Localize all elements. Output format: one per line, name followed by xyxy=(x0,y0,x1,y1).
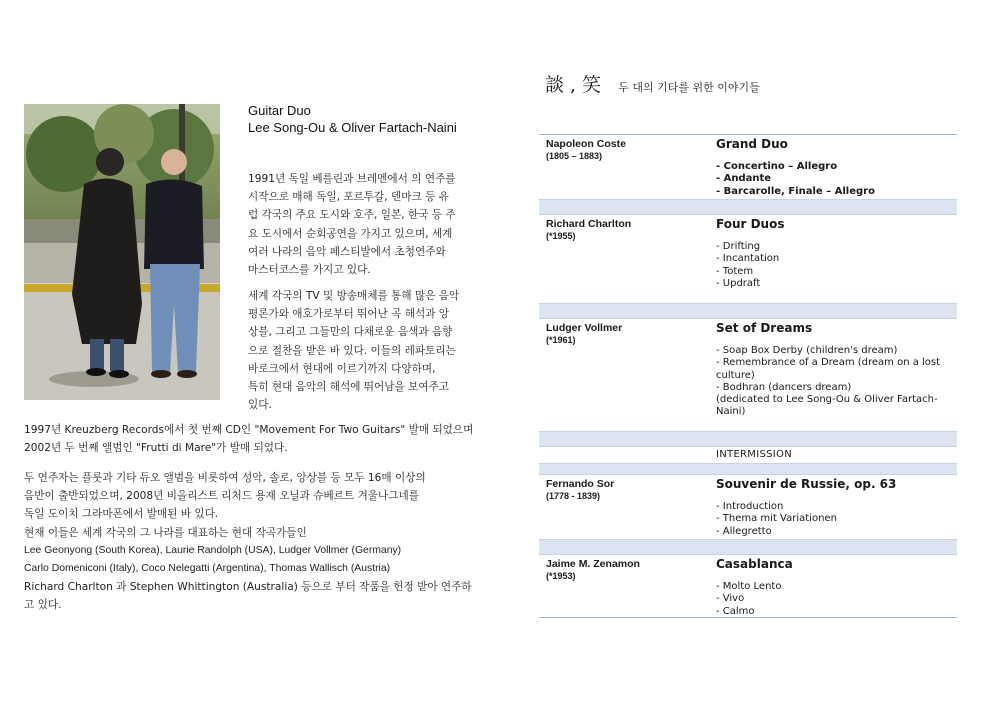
text-line: 1991년 독일 베를린과 브레멘에서 의 연주를 xyxy=(248,173,456,185)
work-title: Souvenir de Russie, op. 63 xyxy=(716,477,897,491)
bio-paragraph-1 xyxy=(248,170,480,279)
text-line: 시작으로 매해 독일, 포르투갈, 덴마크 등 유 xyxy=(248,191,449,204)
separator-band xyxy=(539,540,957,555)
movement: - Thema mit Variationen xyxy=(716,513,837,525)
duo-title-line: Guitar Duo xyxy=(248,103,311,118)
program-row xyxy=(539,215,957,304)
text-line: 으로 절찬을 받은 바 있다. 이들의 레파토리는 xyxy=(248,344,456,357)
movement: - Updraft xyxy=(716,277,761,289)
movement: - Remembrance of a Dream (dream on a lost xyxy=(716,357,941,369)
movement: - Soap Box Derby (children's dream) xyxy=(716,345,898,356)
work-title: Four Duos xyxy=(716,217,785,231)
text-line: 세계 각국의 TV 및 방송매체를 통해 많은 음악 xyxy=(248,290,460,302)
movement: (dedicated to Lee Song-Ou & Oliver Fartach- xyxy=(716,394,938,406)
composer-years: (1805 – 1883) xyxy=(546,151,603,161)
program-row xyxy=(539,319,957,432)
movement: - Calmo xyxy=(716,605,755,617)
text-line: 특히 현대 음악의 해석에 뛰어남을 보여주고 xyxy=(248,381,450,394)
work-title: Grand Duo xyxy=(716,137,788,151)
text-line: 두 연주자는 플룻과 기타 듀오 앨범을 비롯하여 성악, 솔로, 앙상블 등 모두 16매 이상의 xyxy=(24,472,426,484)
composer xyxy=(546,478,614,502)
duo-title-line: Lee Song-Ou & Oliver Fartach-Naini xyxy=(248,120,457,135)
text-line: 상블, 그리고 그들만의 다채로운 음색과 음향 xyxy=(248,326,453,339)
header-subtitle: 두 대의 기타를 위한 이야기들 xyxy=(618,81,760,94)
movement: - Barcarolle, Finale – Allegro xyxy=(716,185,875,197)
movement: - Drifting xyxy=(716,241,761,252)
text-line: 여러 나라의 음악 페스티발에서 초청연주와 xyxy=(248,245,446,258)
duo-title xyxy=(248,102,457,136)
movement: - Andante xyxy=(716,173,772,185)
work xyxy=(716,477,952,538)
text-line: 평론가와 애호가로부터 뛰어난 곡 해석과 앙 xyxy=(248,308,450,321)
composer xyxy=(546,322,622,346)
program-row xyxy=(539,135,957,200)
text-line: Lee Geonyong (South Korea), Laurie Randolph (USA), Ludger Vollmer (Germany) xyxy=(24,544,402,556)
composer-years: (*1953) xyxy=(546,571,576,581)
program-table xyxy=(539,134,957,618)
text-line: 고 있다. xyxy=(24,599,62,612)
text-line: 음반이 출반되었으며, 2008년 비올리스트 리처드 용재 오닐과 슈베르트 겨울나그네를 xyxy=(24,490,419,503)
separator-band xyxy=(539,200,957,215)
header-title: 談 , 笑 xyxy=(545,74,602,96)
career-paragraph xyxy=(24,469,484,615)
composer xyxy=(546,558,640,582)
intermission-row xyxy=(539,447,957,464)
movement: - Concertino – Allegro xyxy=(716,161,838,172)
program-row xyxy=(539,555,957,618)
movement: culture) xyxy=(716,369,755,381)
movement: - Introduction xyxy=(716,501,784,512)
composer-name: Richard Charlton xyxy=(546,218,632,230)
composer-name: Fernando Sor xyxy=(546,478,615,490)
duo-photo xyxy=(24,104,220,400)
text-line: 있다. xyxy=(248,399,272,412)
bio-paragraph-2 xyxy=(248,287,480,414)
text-line: Carlo Domeniconi (Italy), Coco Nelegatti (Argentina), Thomas Wallisch (Austria) xyxy=(24,563,391,575)
text-line: 독일 도이치 그라마폰에서 발매된 바 있다. xyxy=(24,508,219,521)
composer xyxy=(546,218,631,242)
composer xyxy=(546,138,626,162)
separator-band xyxy=(539,432,957,447)
text-line: 2002년 두 번째 앨범인 "Frutti di Mare"가 발매 되었다. xyxy=(24,442,288,455)
movement: Naini) xyxy=(716,406,746,418)
intermission-label: INTERMISSION xyxy=(716,449,792,460)
movement: - Totem xyxy=(716,265,754,277)
text-line: 럽 각국의 주요 도시와 호주, 일본, 한국 등 주 xyxy=(248,209,456,222)
composer-name: Napoleon Coste xyxy=(546,138,626,150)
program-row xyxy=(539,475,957,540)
discography-paragraph xyxy=(24,421,484,457)
movement: - Incantation xyxy=(716,253,780,265)
separator-band xyxy=(539,304,957,319)
work xyxy=(716,557,952,618)
program-header xyxy=(545,70,760,97)
work xyxy=(716,137,952,198)
text-line: 바로크에서 현대에 이르기까지 다양하며, xyxy=(248,362,436,375)
movement: - Vivo xyxy=(716,593,745,605)
text-line: 마스터코스를 가지고 있다. xyxy=(248,264,371,277)
work xyxy=(716,321,952,419)
composer-years: (*1961) xyxy=(546,335,576,345)
movement: - Allegretto xyxy=(716,525,772,537)
movement: - Bodhran (dancers dream) xyxy=(716,381,852,393)
separator-band xyxy=(539,464,957,475)
composer-years: (*1955) xyxy=(546,231,576,241)
text-line: Richard Charlton 과 Stephen Whittington (Australia) 등으로 부터 작품을 헌정 받아 연주하 xyxy=(24,581,472,594)
work-title: Set of Dreams xyxy=(716,321,813,335)
work xyxy=(716,217,952,290)
work-title: Casablanca xyxy=(716,557,793,571)
composer-name: Jaime M. Zenamon xyxy=(546,558,640,570)
text-line: 현재 이들은 세계 각국의 그 나라를 대표하는 현대 작곡가들인 xyxy=(24,526,307,539)
movement: - Molto Lento xyxy=(716,581,782,592)
text-line: 1997년 Kreuzberg Records에서 첫 번째 CD인 "Movement For Two Guitars" 발매 되었으며 xyxy=(24,424,474,436)
composer-years: (1778 - 1839) xyxy=(546,491,601,501)
text-line: 요 도시에서 순회공연을 가지고 있으며, 세계 xyxy=(248,227,453,240)
composer-name: Ludger Vollmer xyxy=(546,322,623,334)
